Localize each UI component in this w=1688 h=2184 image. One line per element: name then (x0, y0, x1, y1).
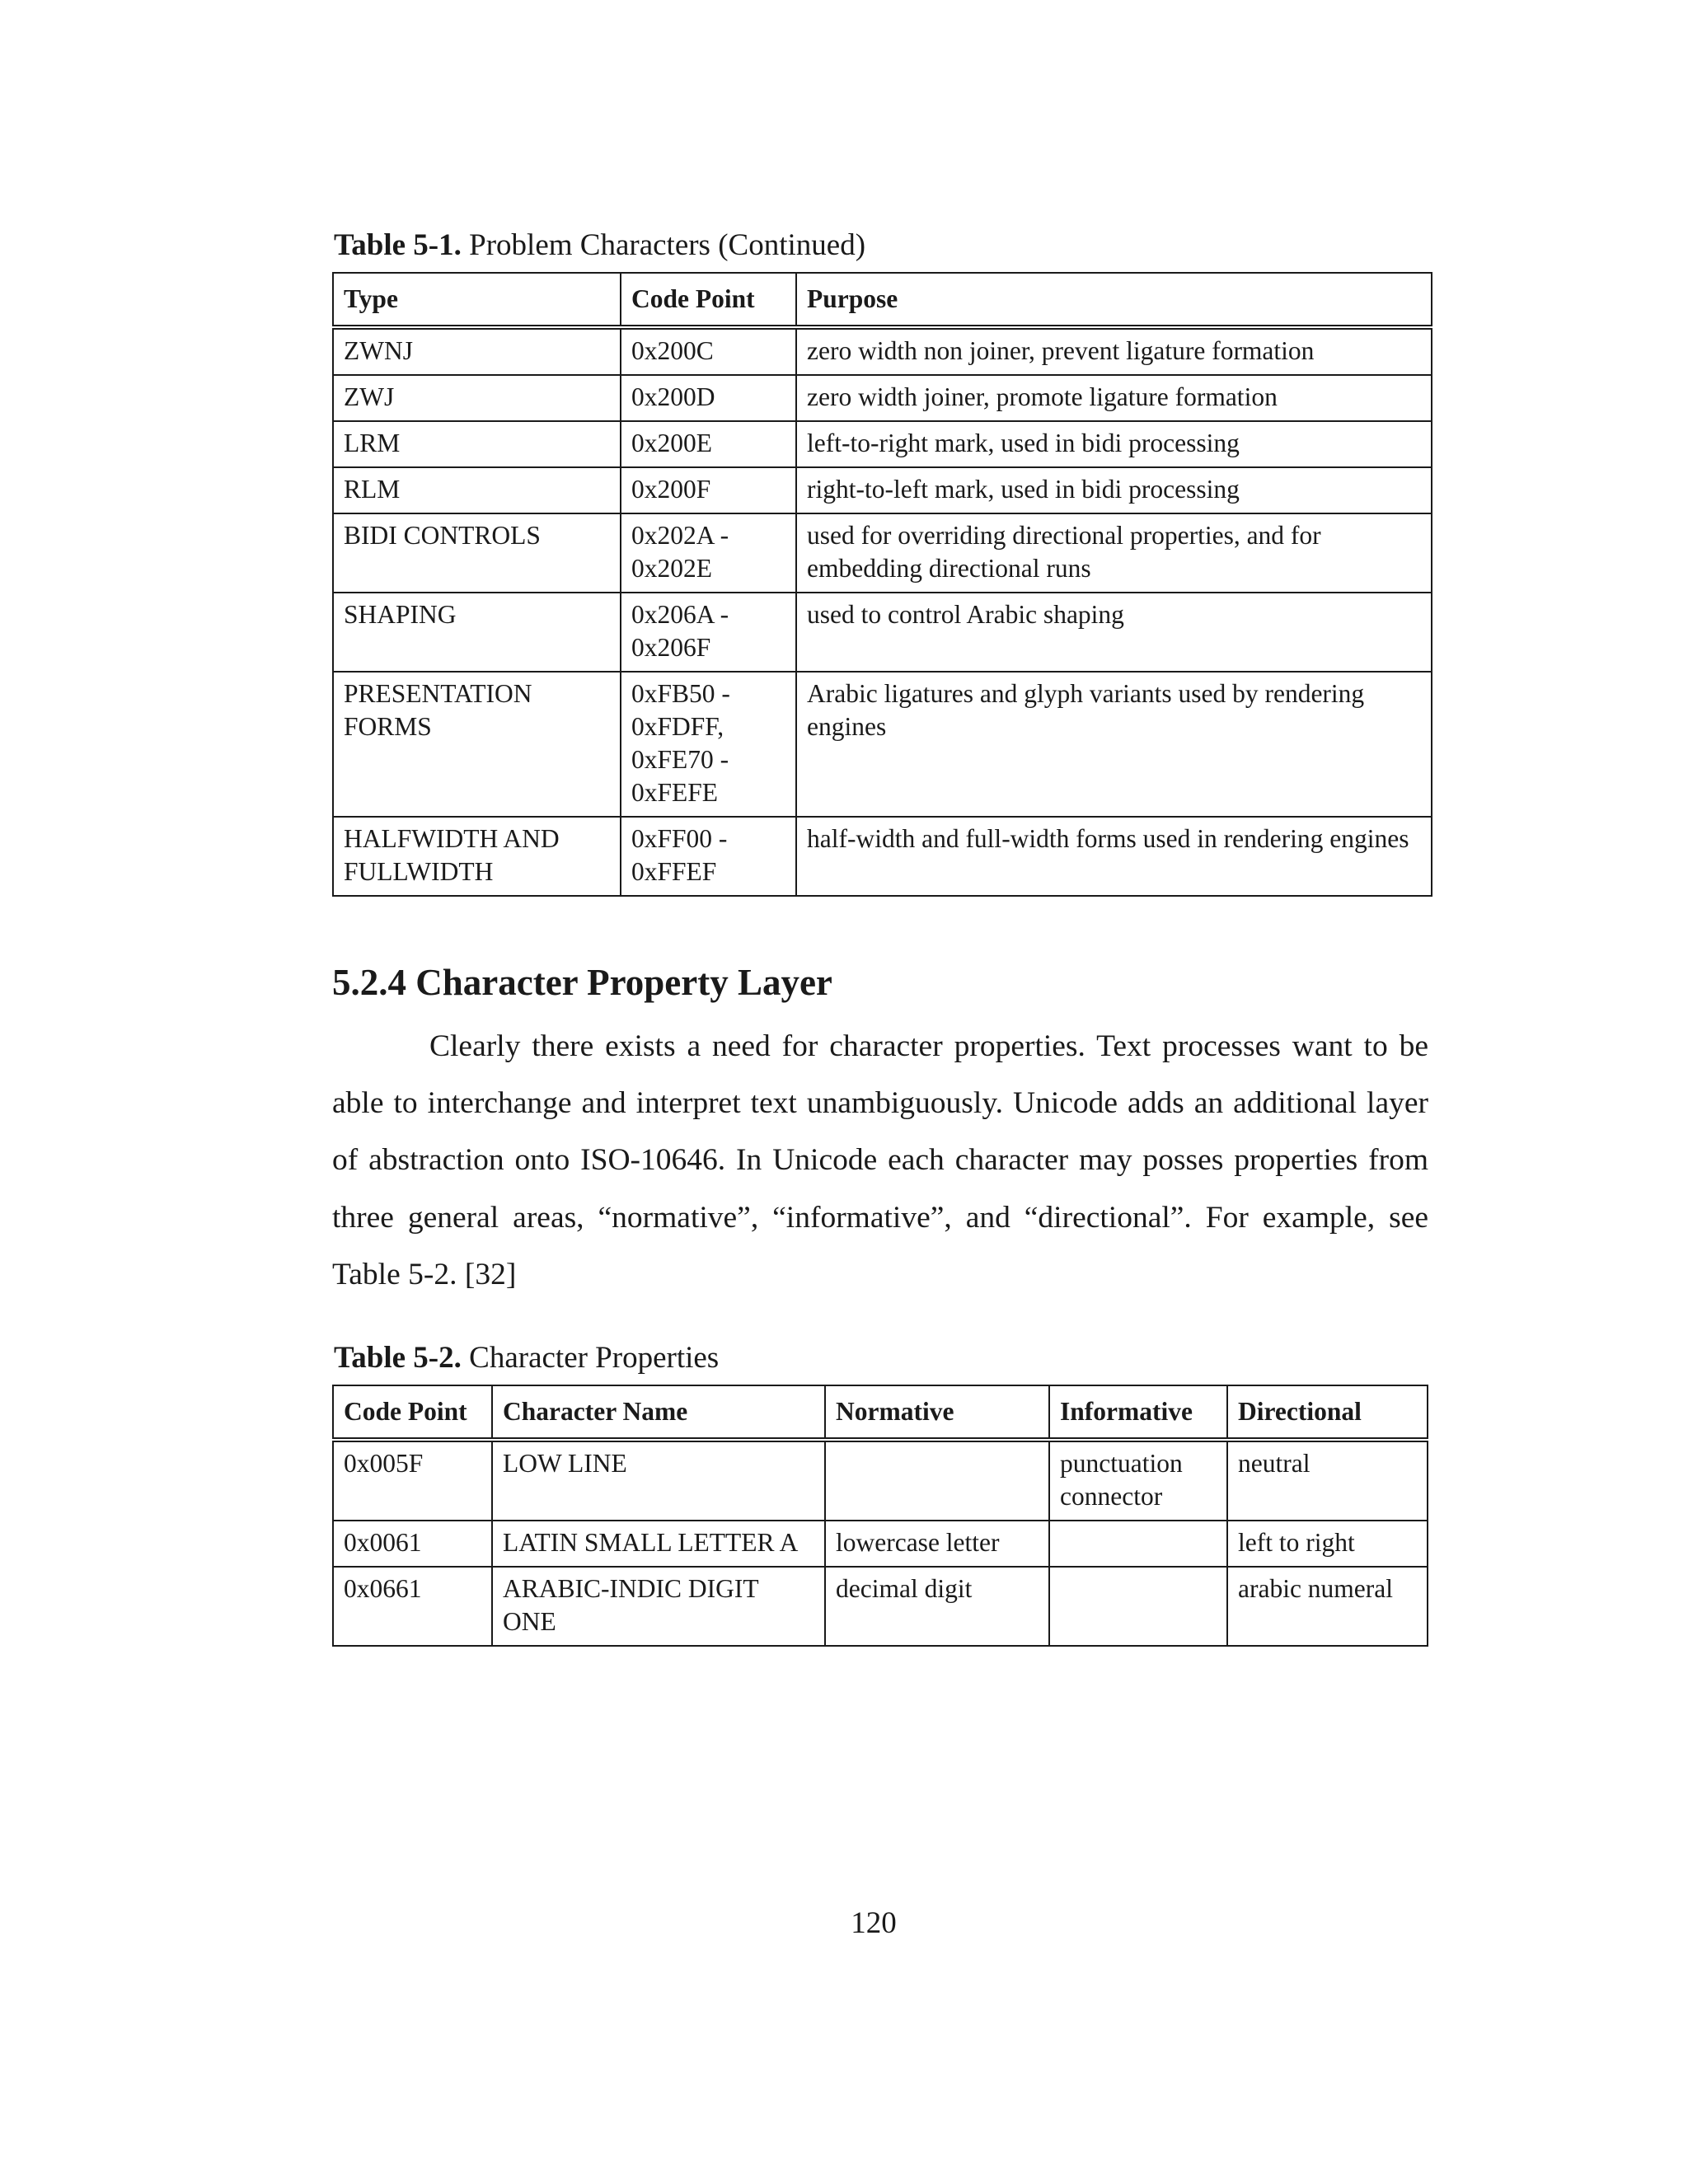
table-5-1-label: Table 5-1. (334, 228, 462, 262)
cell-purpose: right-to-left mark, used in bidi processing (796, 467, 1432, 513)
cell-purpose: left-to-right mark, used in bidi processing (796, 421, 1432, 467)
table-header-row (333, 1385, 1428, 1440)
cell-directional: neutral (1227, 1440, 1428, 1521)
table-row (333, 1521, 1428, 1567)
cell-code-point: 0x0661 (333, 1567, 492, 1646)
table-row (333, 593, 1432, 672)
table-row (333, 375, 1432, 421)
table-5-2-title: Character Properties (469, 1341, 720, 1375)
table-row (333, 1440, 1428, 1521)
table-row (333, 817, 1432, 896)
cell-informative (1049, 1521, 1227, 1567)
body-paragraph: Clearly there exists a need for character properties. Text processes want to be able to interchange and interpret text unambiguously. Unicode adds an additional layer of abstraction onto ISO-10646. In Unicode each character may posses properties from three general areas, “normative”, “informative”, and “directional”. For example, see Table 5-2. [32] (332, 1029, 1428, 1291)
cell-purpose: used to control Arabic shaping (796, 593, 1432, 672)
table-5-2-label: Table 5-2. (334, 1341, 462, 1375)
cell-type: HALFWIDTH AND FULLWIDTH (333, 817, 621, 896)
section-heading: 5.2.4 Character Property Layer (332, 962, 832, 1003)
cell-code-point: 0x0061 (333, 1521, 492, 1567)
cell-informative (1049, 1567, 1227, 1646)
header-purpose: Purpose (796, 273, 1432, 327)
table-5-1-caption (334, 227, 865, 264)
table-row (333, 1567, 1428, 1646)
cell-informative: punctuation connector (1049, 1440, 1227, 1521)
cell-code-point: 0x200E (621, 421, 796, 467)
cell-type: ZWNJ (333, 327, 621, 375)
cell-normative: decimal digit (825, 1567, 1049, 1646)
header-informative: Informative (1049, 1385, 1227, 1440)
problem-characters-table (332, 272, 1432, 897)
cell-code-point: 0xFB50 - 0xFDFF, 0xFE70 - 0xFEFE (621, 672, 796, 817)
header-code-point: Code Point (333, 1385, 492, 1440)
table-row (333, 513, 1432, 593)
cell-type: PRESENTATION FORMS (333, 672, 621, 817)
cell-directional: left to right (1227, 1521, 1428, 1567)
cell-code-point: 0x202A - 0x202E (621, 513, 796, 593)
table-row (333, 327, 1432, 375)
cell-normative: lowercase letter (825, 1521, 1049, 1567)
page-number: 120 (851, 1906, 897, 1940)
cell-directional: arabic numeral (1227, 1567, 1428, 1646)
cell-purpose: used for overriding directional properties, and for embedding directional runs (796, 513, 1432, 593)
cell-character-name: LOW LINE (492, 1440, 825, 1521)
cell-code-point: 0xFF00 - 0xFFEF (621, 817, 796, 896)
cell-type: RLM (333, 467, 621, 513)
header-type: Type (333, 273, 621, 327)
cell-character-name: LATIN SMALL LETTER A (492, 1521, 825, 1567)
cell-type: BIDI CONTROLS (333, 513, 621, 593)
cell-purpose: zero width non joiner, prevent ligature formation (796, 327, 1432, 375)
cell-purpose: Arabic ligatures and glyph variants used by rendering engines (796, 672, 1432, 817)
cell-code-point: 0x200C (621, 327, 796, 375)
cell-character-name: ARABIC-INDIC DIGIT ONE (492, 1567, 825, 1646)
cell-purpose: zero width joiner, promote ligature formation (796, 375, 1432, 421)
header-directional: Directional (1227, 1385, 1428, 1440)
header-character-name: Character Name (492, 1385, 825, 1440)
table-row (333, 467, 1432, 513)
cell-code-point: 0x005F (333, 1440, 492, 1521)
header-normative: Normative (825, 1385, 1049, 1440)
table-row (333, 421, 1432, 467)
cell-type: SHAPING (333, 593, 621, 672)
header-code-point: Code Point (621, 273, 796, 327)
character-properties-table (332, 1385, 1428, 1647)
cell-code-point: 0x206A - 0x206F (621, 593, 796, 672)
table-row (333, 672, 1432, 817)
table-5-2-caption (334, 1340, 719, 1376)
table-header-row (333, 273, 1432, 327)
cell-normative (825, 1440, 1049, 1521)
cell-purpose: half-width and full-width forms used in rendering engines (796, 817, 1432, 896)
cell-type: LRM (333, 421, 621, 467)
cell-code-point: 0x200D (621, 375, 796, 421)
table-5-1-title: Problem Characters (Continued) (469, 228, 866, 262)
cell-code-point: 0x200F (621, 467, 796, 513)
cell-type: ZWJ (333, 375, 621, 421)
